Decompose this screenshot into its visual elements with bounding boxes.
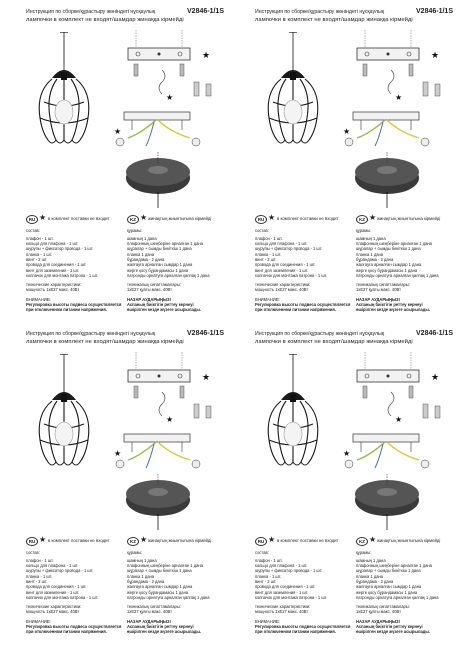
contents-item: жалғауға арналған сымдар 1 дана bbox=[356, 584, 422, 590]
kz-contents-column bbox=[127, 228, 225, 313]
svg-text:★: ★ bbox=[343, 127, 351, 136]
svg-text:★: ★ bbox=[166, 93, 174, 102]
contents-item: плафонның шеңберіне арналған 1 дана bbox=[127, 241, 203, 247]
kz-warning-line: өшірілген кезде жүзеге асырылады. bbox=[127, 307, 201, 313]
ru-tech-heading: технические характеристики: bbox=[255, 604, 311, 610]
ru-contents-list bbox=[255, 236, 353, 278]
contents-item: плафон - 1 шт. bbox=[255, 235, 283, 241]
contents-item: бұрандама - 2 дана bbox=[356, 578, 394, 584]
contents-item: колпачок для монтажа патрона - 1 шт. bbox=[26, 272, 99, 278]
contents-item: кольцо для плафона - 1 шт. bbox=[255, 241, 308, 247]
header-subtitle: лампочки в комплект не входят/шамдар жинаққа кірмейді bbox=[255, 339, 413, 345]
contents-item: винт - 2 шт. bbox=[26, 578, 48, 584]
star-icon: ★ bbox=[39, 213, 47, 222]
kz-contents-heading: құрамы: bbox=[127, 228, 143, 233]
kz-badge: KZ bbox=[127, 537, 139, 546]
star-icon: ★ bbox=[369, 213, 377, 222]
kz-not-included-note: жинақтың жиынтығына кірмейді bbox=[148, 216, 212, 221]
star-icon: ★ bbox=[39, 535, 47, 544]
kz-badge: KZ bbox=[356, 215, 368, 224]
ru-not-included-note: в комплект поставки не входит bbox=[277, 538, 339, 543]
kz-not-included-note: жинақтың жиынтығына кірмейді bbox=[377, 216, 441, 221]
instruction-card bbox=[235, 330, 455, 648]
star-icon: ★ bbox=[140, 535, 148, 544]
pendant-lamp-icon bbox=[253, 32, 333, 210]
card-header bbox=[26, 9, 224, 29]
contents-item: шұралар + сымды бекіткіш 1 дана bbox=[127, 246, 192, 252]
contents-item: планка 1 дана bbox=[356, 573, 384, 579]
kz-contents-column bbox=[356, 550, 454, 635]
contents-item: кольцо для плафона - 1 шт. bbox=[26, 241, 79, 247]
kz-contents-list bbox=[127, 558, 225, 600]
contents-item: кольцо для плафона - 1 шт. bbox=[26, 563, 79, 569]
kz-warning-line: Аспаның биіктігін реттеу кернеуі bbox=[127, 624, 194, 630]
contents-item: шұралар + сымды бекіткіш 1 дана bbox=[356, 246, 421, 252]
svg-text:★: ★ bbox=[395, 93, 403, 102]
ru-badge: RU bbox=[255, 215, 267, 224]
contents-item: шамның 1 дана bbox=[356, 235, 386, 241]
kz-contents-heading: құрамы: bbox=[356, 228, 372, 233]
contents-item: плафонның шеңберіне арналған 1 дана bbox=[127, 563, 203, 569]
wiring-assembly-icon bbox=[106, 430, 226, 530]
star-icon: ★ bbox=[268, 213, 276, 222]
kz-tech-value: 1xE27 қуаты макс. 40Вт bbox=[127, 609, 172, 615]
contents-item: плафон - 1 шт. bbox=[26, 557, 54, 563]
ru-warning-heading: ВНИМАНИЕ! bbox=[255, 296, 280, 302]
contents-item: жалғауға арналған сымдар 1 дана bbox=[127, 262, 193, 268]
ru-tech-heading: технические характеристики: bbox=[255, 282, 311, 288]
contents-item: жалғауға арналған сымдар 1 дана bbox=[127, 584, 193, 590]
kz-tech-value: 1xE27 қуаты макс. 40Вт bbox=[127, 287, 172, 293]
ru-warning-heading: ВНИМАНИЕ! bbox=[255, 618, 280, 624]
instruction-card bbox=[6, 330, 226, 648]
ru-badge: RU bbox=[255, 537, 267, 546]
ru-tech-heading: технические характеристики: bbox=[26, 604, 82, 610]
contents-item: плафон - 1 шт. bbox=[255, 557, 283, 563]
wiring-assembly-icon bbox=[106, 108, 226, 208]
ru-not-included-note: в комплект поставки не входит bbox=[48, 216, 110, 221]
ru-tech-value: мощность 1xE27 макс. 40Вт bbox=[255, 609, 309, 615]
contents-item: винт - 2 шт. bbox=[255, 578, 277, 584]
mounting-bar-icon bbox=[335, 352, 455, 432]
svg-text:★: ★ bbox=[431, 50, 440, 60]
ru-contents-heading: состав: bbox=[26, 228, 40, 233]
kz-warning-heading: НАЗАР АУДАРЫҢЫЗ! bbox=[127, 618, 171, 624]
mounting-bar-icon bbox=[106, 352, 226, 432]
kz-badge: KZ bbox=[127, 215, 139, 224]
contents-item: шұралар + сымды бекіткіш 1 дана bbox=[356, 568, 421, 574]
contents-item: жерге қосу бұрандамасы 1 дана bbox=[356, 589, 418, 595]
ru-badge: RU bbox=[26, 215, 38, 224]
ru-not-included-note: в комплект поставки не входит bbox=[48, 538, 110, 543]
kz-tech-heading: техникалық сипаттамалары: bbox=[356, 604, 410, 610]
contents-item: патронды орнатуға арналған қалпақ 1 дана bbox=[356, 594, 439, 600]
contents-item: винт для заземления - 1 шт. bbox=[255, 267, 309, 273]
ru-warning-line: Регулировка высоты подвеса осуществляется bbox=[255, 624, 351, 630]
kz-contents-column bbox=[127, 550, 225, 635]
contents-item: винт для заземления - 1 шт. bbox=[26, 267, 80, 273]
kz-tech-value: 1xE27 қуаты макс. 40Вт bbox=[356, 287, 401, 293]
contents-item: бұрандама - 2 дана bbox=[127, 578, 165, 584]
contents-item: шурупы + фиксатор провода - 1 шт. bbox=[26, 246, 94, 252]
ru-contents-heading: состав: bbox=[255, 228, 269, 233]
svg-text:★: ★ bbox=[343, 449, 351, 458]
pendant-lamp-icon bbox=[24, 354, 104, 532]
contents-item: планка - 1 шт. bbox=[255, 573, 282, 579]
ru-contents-list bbox=[26, 558, 124, 600]
header-title: Инструкция по сборке/құрастыру жөніндегі нұсқаулық bbox=[255, 9, 384, 15]
contents-item: планка 1 дана bbox=[127, 573, 155, 579]
ru-contents-column bbox=[255, 550, 353, 635]
contents-item: шурупы + фиксатор провода - 1 шт. bbox=[255, 568, 323, 574]
ru-contents-column bbox=[26, 550, 124, 635]
contents-item: планка - 1 шт. bbox=[26, 573, 53, 579]
contents-item: винт для заземления - 1 шт. bbox=[255, 589, 309, 595]
header-title: Инструкция по сборке/құрастыру жөніндегі нұсқаулық bbox=[255, 331, 384, 337]
kz-warning-line: өшірілген кезде жүзеге асырылады. bbox=[356, 629, 430, 635]
contents-item: жерге қосу бұрандамасы 1 дана bbox=[127, 267, 189, 273]
marking-row bbox=[255, 536, 455, 548]
wiring-assembly-icon bbox=[335, 430, 455, 530]
card-header bbox=[255, 9, 453, 29]
ru-warning-heading: ВНИМАНИЕ! bbox=[26, 296, 51, 302]
contents-item: винт - 2 шт. bbox=[26, 256, 48, 262]
contents-item: шамның 1 дана bbox=[127, 557, 157, 563]
kz-contents-list bbox=[356, 236, 454, 278]
card-header bbox=[255, 331, 453, 351]
kz-not-included-note: жинақтың жиынтығына кірмейді bbox=[377, 538, 441, 543]
contents-item: винт для заземления - 1 шт. bbox=[26, 589, 80, 595]
ru-contents-list bbox=[26, 236, 124, 278]
kz-contents-column bbox=[356, 228, 454, 313]
mounting-bar-icon bbox=[335, 30, 455, 110]
contents-item: колпачок для монтажа патрона - 1 шт. bbox=[26, 594, 99, 600]
model-number: V2846-1/1S bbox=[416, 330, 453, 337]
contents-item: шурупы + фиксатор провода - 1 шт. bbox=[26, 568, 94, 574]
ru-tech-value: мощность 1xE27 макс. 40Вт bbox=[255, 287, 309, 293]
svg-text:★: ★ bbox=[395, 415, 403, 424]
svg-text:★: ★ bbox=[114, 127, 122, 136]
instruction-card bbox=[6, 8, 226, 326]
marking-row bbox=[26, 214, 226, 226]
contents-item: шамның 1 дана bbox=[127, 235, 157, 241]
header-subtitle: лампочки в комплект не входят/шамдар жинаққа кірмейді bbox=[26, 339, 184, 345]
contents-item: планка - 1 шт. bbox=[26, 251, 53, 257]
ru-warning-line: при отключенном питании напряжения. bbox=[255, 629, 336, 635]
contents-item: провода для соединения - 1 шт. bbox=[255, 262, 316, 268]
kz-warning-line: Аспаның биіктігін реттеу кернеуі bbox=[356, 302, 423, 308]
kz-warning-line: өшірілген кезде жүзеге асырылады. bbox=[127, 629, 201, 635]
model-number: V2846-1/1S bbox=[187, 330, 224, 337]
star-icon: ★ bbox=[140, 213, 148, 222]
contents-item: бұрандама - 2 дана bbox=[356, 256, 394, 262]
contents-item: патронды орнатуға арналған қалпақ 1 дана bbox=[127, 272, 210, 278]
ru-warning-line: при отключенном питании напряжения. bbox=[255, 307, 336, 313]
kz-tech-heading: техникалық сипаттамалары: bbox=[127, 282, 181, 288]
ru-warning-line: Регулировка высоты подвеса осуществляется bbox=[255, 302, 351, 308]
kz-badge: KZ bbox=[356, 537, 368, 546]
svg-text:★: ★ bbox=[166, 415, 174, 424]
svg-text:★: ★ bbox=[202, 50, 211, 60]
contents-item: колпачок для монтажа патрона - 1 шт. bbox=[255, 272, 328, 278]
kz-contents-heading: құрамы: bbox=[127, 550, 143, 555]
kz-tech-heading: техникалық сипаттамалары: bbox=[356, 282, 410, 288]
kz-contents-list bbox=[356, 558, 454, 600]
mounting-bar-icon bbox=[106, 30, 226, 110]
contents-item: кольцо для плафона - 1 шт. bbox=[255, 563, 308, 569]
kz-tech-value: 1xE27 қуаты макс. 40Вт bbox=[356, 609, 401, 615]
kz-warning-heading: НАЗАР АУДАРЫҢЫЗ! bbox=[356, 618, 400, 624]
kz-not-included-note: жинақтың жиынтығына кірмейді bbox=[148, 538, 212, 543]
contents-item: колпачок для монтажа патрона - 1 шт. bbox=[255, 594, 328, 600]
contents-item: планка 1 дана bbox=[356, 251, 384, 257]
ru-tech-heading: технические характеристики: bbox=[26, 282, 82, 288]
header-subtitle: лампочки в комплект не входят/шамдар жинаққа кірмейді bbox=[255, 17, 413, 23]
ru-contents-heading: состав: bbox=[26, 550, 40, 555]
marking-row bbox=[26, 536, 226, 548]
ru-contents-column bbox=[255, 228, 353, 313]
ru-contents-list bbox=[255, 558, 353, 600]
ru-badge: RU bbox=[26, 537, 38, 546]
model-number: V2846-1/1S bbox=[416, 8, 453, 15]
contents-item: шурупы + фиксатор провода - 1 шт. bbox=[255, 246, 323, 252]
card-header bbox=[26, 331, 224, 351]
contents-item: шұралар + сымды бекіткіш 1 дана bbox=[127, 568, 192, 574]
contents-item: планка 1 дана bbox=[127, 251, 155, 257]
ru-tech-value: мощность 1xE27 макс. 40Вт bbox=[26, 609, 80, 615]
ru-tech-value: мощность 1xE27 макс. 40Вт bbox=[26, 287, 80, 293]
contents-item: провода для соединения - 1 шт. bbox=[26, 584, 87, 590]
ru-warning-line: при отключенном питании напряжения. bbox=[26, 629, 107, 635]
ru-warning-heading: ВНИМАНИЕ! bbox=[26, 618, 51, 624]
ru-warning-line: при отключенном питании напряжения. bbox=[26, 307, 107, 313]
svg-text:★: ★ bbox=[202, 372, 211, 382]
ru-contents-heading: состав: bbox=[255, 550, 269, 555]
ru-not-included-note: в комплект поставки не входит bbox=[277, 216, 339, 221]
contents-item: винт - 2 шт. bbox=[255, 256, 277, 262]
marking-row bbox=[255, 214, 455, 226]
star-icon: ★ bbox=[369, 535, 377, 544]
contents-item: патронды орнатуға арналған қалпақ 1 дана bbox=[356, 272, 439, 278]
kz-warning-line: Аспаның биіктігін реттеу кернеуі bbox=[127, 302, 194, 308]
pendant-lamp-icon bbox=[253, 354, 333, 532]
star-icon: ★ bbox=[268, 535, 276, 544]
contents-item: плафонның шеңберіне арналған 1 дана bbox=[356, 241, 432, 247]
instruction-card bbox=[235, 8, 455, 326]
contents-item: жалғауға арналған сымдар 1 дана bbox=[356, 262, 422, 268]
ru-warning-line: Регулировка высоты подвеса осуществляется bbox=[26, 302, 122, 308]
svg-text:★: ★ bbox=[114, 449, 122, 458]
header-title: Инструкция по сборке/құрастыру жөніндегі нұсқаулық bbox=[26, 9, 155, 15]
contents-item: патронды орнатуға арналған қалпақ 1 дана bbox=[127, 594, 210, 600]
ru-contents-column bbox=[26, 228, 124, 313]
contents-item: шамның 1 дана bbox=[356, 557, 386, 563]
kz-contents-heading: құрамы: bbox=[356, 550, 372, 555]
contents-item: планка - 1 шт. bbox=[255, 251, 282, 257]
kz-warning-heading: НАЗАР АУДАРЫҢЫЗ! bbox=[356, 296, 400, 302]
wiring-assembly-icon bbox=[335, 108, 455, 208]
ru-warning-line: Регулировка высоты подвеса осуществляется bbox=[26, 624, 122, 630]
kz-warning-heading: НАЗАР АУДАРЫҢЫЗ! bbox=[127, 296, 171, 302]
model-number: V2846-1/1S bbox=[187, 8, 224, 15]
contents-item: плафонның шеңберіне арналған 1 дана bbox=[356, 563, 432, 569]
contents-item: провода для соединения - 1 шт. bbox=[255, 584, 316, 590]
header-title: Инструкция по сборке/құрастыру жөніндегі нұсқаулық bbox=[26, 331, 155, 337]
header-subtitle: лампочки в комплект не входят/шамдар жинаққа кірмейді bbox=[26, 17, 184, 23]
kz-warning-line: өшірілген кезде жүзеге асырылады. bbox=[356, 307, 430, 313]
kz-tech-heading: техникалық сипаттамалары: bbox=[127, 604, 181, 610]
svg-text:★: ★ bbox=[431, 372, 440, 382]
kz-warning-line: Аспаның биіктігін реттеу кернеуі bbox=[356, 624, 423, 630]
contents-item: жерге қосу бұрандамасы 1 дана bbox=[356, 267, 418, 273]
contents-item: бұрандама - 2 дана bbox=[127, 256, 165, 262]
contents-item: жерге қосу бұрандамасы 1 дана bbox=[127, 589, 189, 595]
contents-item: провода для соединения - 1 шт. bbox=[26, 262, 87, 268]
pendant-lamp-icon bbox=[24, 32, 104, 210]
kz-contents-list bbox=[127, 236, 225, 278]
contents-item: плафон - 1 шт. bbox=[26, 235, 54, 241]
